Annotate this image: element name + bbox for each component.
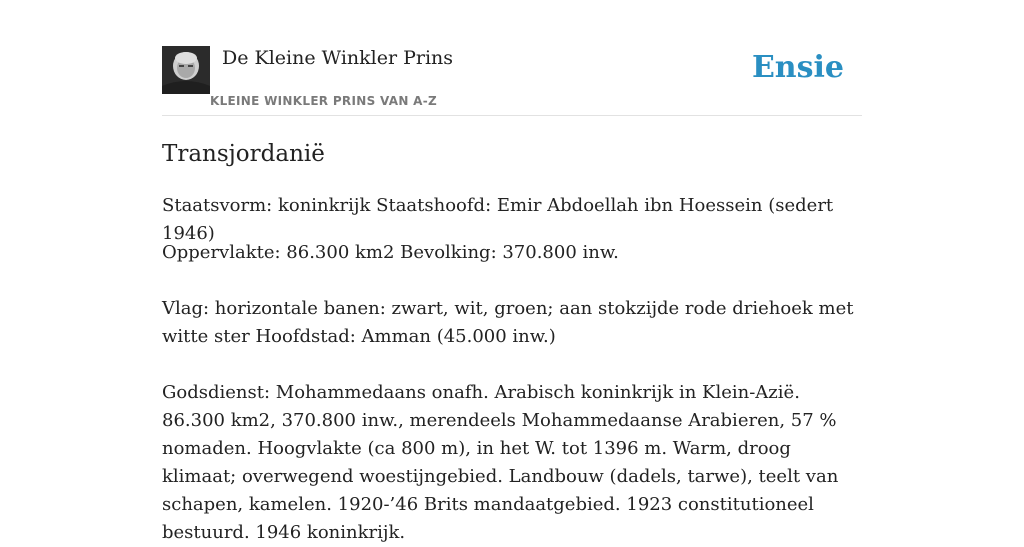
source-header bbox=[162, 0, 862, 116]
article-paragraph: Vlag: horizontale banen: zwart, wit, groen; aan stokzijde rode driehoek met witte ster Hoofdstad: Amman (45.000 inw.) bbox=[162, 298, 854, 347]
author-avatar[interactable] bbox=[162, 46, 210, 94]
brand-logo[interactable]: Ensie bbox=[751, 50, 844, 85]
article-title: Transjordanië bbox=[162, 141, 325, 167]
article-paragraph: Staatsvorm: koninkrijk Staatshoofd: Emir Abdoellah ibn Hoessein (sedert 1946) bbox=[162, 195, 834, 244]
article-paragraph: Oppervlakte: 86.300 km2 Bevolking: 370.800 inw. bbox=[162, 242, 619, 263]
article-paragraph: Godsdienst: Mohammedaans onafh. Arabisch koninkrijk in Klein-Azië. 86.300 km2, 370.800 inw., merendeels Mohammedaanse Arabieren, 57 % nomaden. Hoogvlakte (ca 800 m), in het W. tot 1396 m. Warm, droog klimaat; overwegend woestijngebied. Landbouw (dadels, tarwe), teelt van schapen, kamelen. 1920-’46 Brits mandaatgebied. 1923 constitutioneel bestuurd. 1946 koninkrijk. bbox=[162, 382, 839, 543]
source-subtitle[interactable]: KLEINE WINKLER PRINS VAN A-Z bbox=[210, 94, 438, 108]
avatar-portrait-icon bbox=[162, 46, 210, 94]
source-title[interactable]: De Kleine Winkler Prins bbox=[222, 47, 454, 69]
page-container bbox=[162, 0, 862, 543]
